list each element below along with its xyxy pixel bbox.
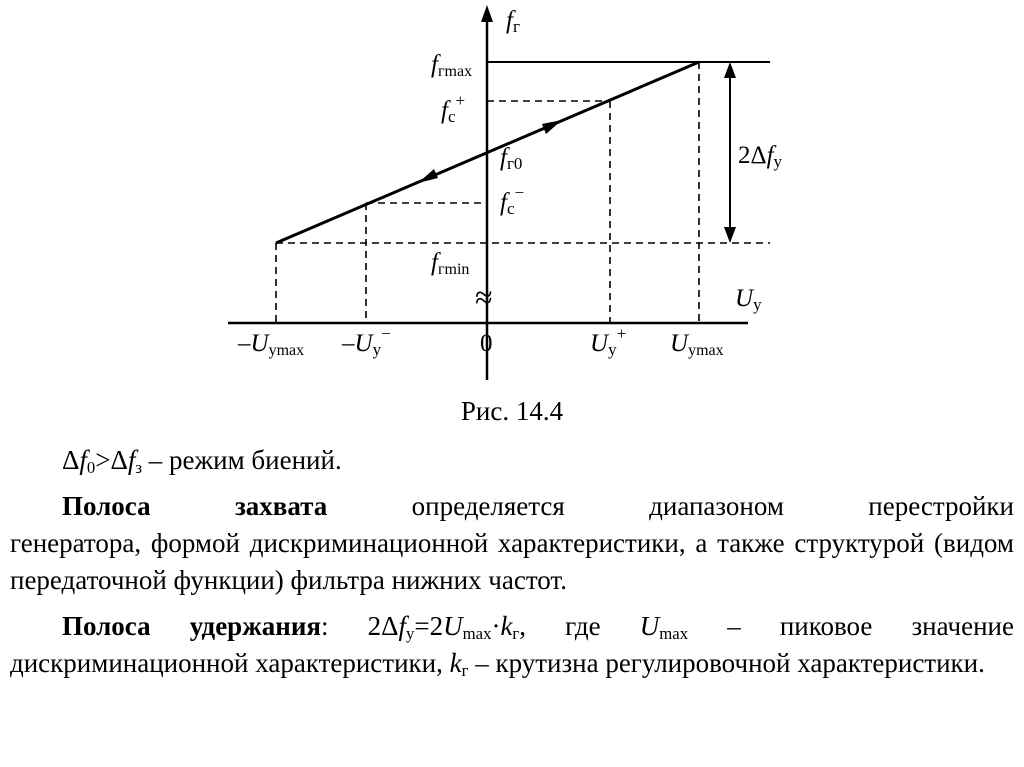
label-fc-minus: fc− [500,183,525,218]
figure-caption: Рис. 14.4 [460,396,564,426]
range-arrow-top [724,62,736,78]
axis-break-mark: ≈ [475,279,493,315]
arrow-up-right [542,120,562,134]
label-fgmax: fгmax [431,51,473,80]
tick-pos-umax: Uymax [670,330,724,359]
x-axis-label: Uy [735,285,762,314]
capture-band-rest: генератора, формой дискриминационной характеристики, а также структурой (видом передаточной функции) фильтра нижних частот. [10,528,1014,595]
paragraph-hold-band: Полоса удержания: $2\Delta f_y=2U_{max}\cdot k_г$, где $U_{max}$ – пиковое значение дискриминационной характеристики, $k_г$ – крутизна регулировочной характеристики. [10,611,1014,681]
body-text [10,442,1014,691]
term-capture-band: Полоса захвата [62,491,328,521]
tick-neg-umax: –Uymax [238,330,305,359]
capture-band-line1: Полоса захвата определяется диапазоном перестройки [62,491,1015,521]
tick-pos-u: Uy+ [590,324,627,359]
label-fg0: fг0 [500,144,523,173]
label-two-delta-f: 2Δfy [738,142,783,171]
tick-zero: 0 [480,330,493,357]
paragraph-beat-mode: $\Delta f_0>\Delta f_з$ – режим биений. [62,445,342,478]
range-arrow-bottom [724,227,736,243]
term-hold-band: Полоса удержания [62,611,321,641]
tick-neg-u: –Uy− [342,324,391,359]
arrow-down-left [418,169,438,183]
paragraph-capture-band [10,488,1014,599]
label-fc-plus: fc+ [441,91,466,126]
y-axis-label: fг [506,7,520,36]
y-axis-arrowhead [481,5,493,22]
label-fgmin: fгmin [431,249,470,278]
